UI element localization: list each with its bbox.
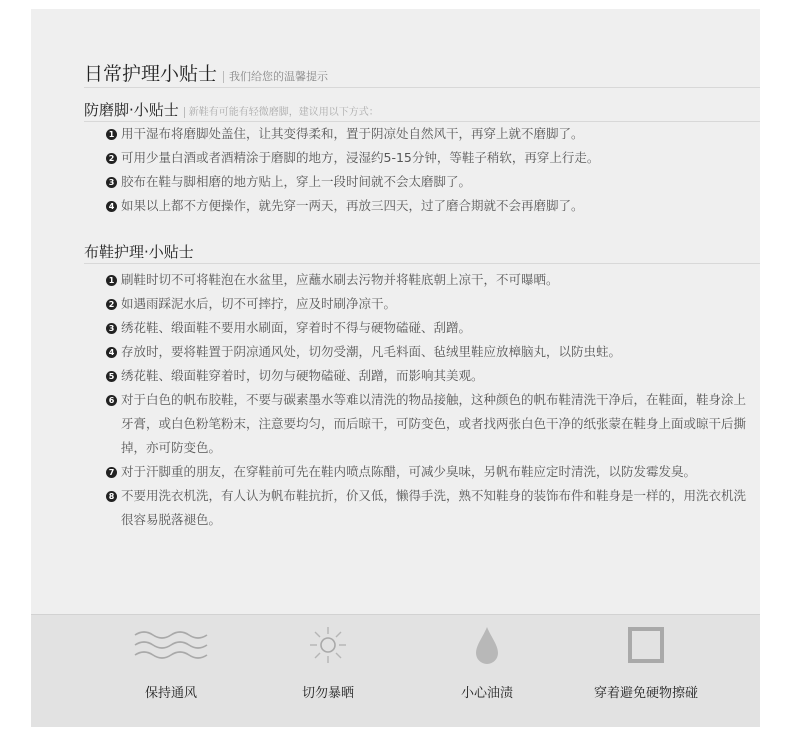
number-badge: 8 (106, 491, 117, 502)
tip-text: 对于汗脚重的朋友，在穿鞋前可先在鞋内喷点陈醋，可减少臭味，另帆布鞋应定时清洗，以防发霉发臭。 (121, 464, 697, 479)
number-badge: 5 (106, 371, 117, 382)
list-item (106, 122, 746, 146)
footer-item-ventilation (81, 615, 261, 727)
footer-label-oil-stain: 小心油渍 (460, 686, 513, 701)
number-badge: 1 (106, 129, 117, 140)
section-title-canvas: 布鞋护理·小贴士 (84, 243, 194, 261)
tip-text: 绣花鞋、缎面鞋穿着时，切勿与硬物磕碰、刮蹭，而影响其美观。 (121, 368, 484, 383)
tip-text: 如果以上都不方便操作，就先穿一两天，再放三四天，过了磨合期就不会再磨脚了。 (121, 198, 584, 213)
list-item (106, 146, 746, 170)
footer-label-ventilation: 保持通风 (144, 686, 197, 701)
care-tips-card (31, 9, 760, 726)
tip-text: 如遇雨踩泥水后，切不可摔拧，应及时刷净凉干。 (121, 296, 397, 311)
section-subtitle-antiblister: 新鞋有可能有轻微磨脚，建议用以下方式： (184, 107, 379, 118)
list-item (106, 388, 746, 460)
sun-icon (308, 625, 348, 669)
footer-label-avoid-hard: 穿着避免硬物擦碰 (593, 686, 698, 701)
page-title: 日常护理小贴士 (84, 63, 218, 85)
care-icons-footer (31, 614, 760, 727)
antiblister-list (106, 122, 746, 218)
list-item (106, 460, 746, 484)
footer-item-no-sun (238, 615, 418, 727)
number-badge: 7 (106, 467, 117, 478)
list-item (106, 170, 746, 194)
square-icon (626, 625, 666, 669)
list-item (106, 340, 746, 364)
tip-text: 绣花鞋、缎面鞋不要用水刷面，穿着时不得与硬物磕碰、刮蹭。 (121, 320, 472, 335)
list-item (106, 292, 746, 316)
tip-text: 用干湿布将磨脚处盖住，让其变得柔和，置于阴凉处自然风干，再穿上就不磨脚了。 (121, 126, 584, 141)
footer-item-avoid-hard (556, 615, 736, 727)
section-title-row-canvas (84, 241, 194, 262)
number-badge: 2 (106, 153, 117, 164)
number-badge: 2 (106, 299, 117, 310)
tip-text: 对于白色的帆布胶鞋，不要与碳素墨水等难以清洗的物品接触，这种颜色的帆布鞋清洗干净后，在鞋面，鞋身涂上牙膏，或白色粉笔粉末，注意要均匀，而后晾干，可防变色，或者找两张白色干净的纸张蒙在鞋身上面或晾干后撕掉，亦可防变色。 (121, 392, 747, 455)
number-badge: 4 (106, 347, 117, 358)
canvas-care-list (106, 268, 746, 532)
number-badge: 4 (106, 201, 117, 212)
footer-item-oil-stain (397, 615, 577, 727)
list-item (106, 194, 746, 218)
list-item (106, 268, 746, 292)
tip-text: 不要用洗衣机洗，有人认为帆布鞋抗折，价又低，懒得手洗，熟不知鞋身的装饰布件和鞋身是一样的，用洗衣机洗很容易脱落褪色。 (121, 488, 747, 527)
page-subtitle: 我们给您的温馨提示 (223, 71, 328, 83)
main-title-row (84, 59, 328, 86)
drop-icon (472, 625, 502, 671)
section-divider-canvas (84, 263, 760, 264)
tip-text: 刷鞋时切不可将鞋泡在水盆里，应蘸水刷去污物并将鞋底朝上凉干，不可曝晒。 (121, 272, 559, 287)
tip-text: 胶布在鞋与脚相磨的地方贴上，穿上一段时间就不会太磨脚了。 (121, 174, 472, 189)
section-title-row-antiblister (84, 99, 379, 120)
title-divider (84, 87, 760, 88)
number-badge: 3 (106, 177, 117, 188)
section-title-antiblister: 防磨脚·小贴士 (84, 101, 179, 119)
list-item (106, 484, 746, 532)
list-item (106, 316, 746, 340)
footer-label-no-sun: 切勿暴晒 (301, 686, 354, 701)
number-badge: 3 (106, 323, 117, 334)
number-badge: 6 (106, 395, 117, 406)
list-item (106, 364, 746, 388)
tip-text: 存放时，要将鞋置于阴凉通风处，切勿受潮，凡毛料面、毡绒里鞋应放樟脑丸，以防虫蛀。 (121, 344, 622, 359)
tip-text: 可用少量白酒或者酒精涂于磨脚的地方，浸湿约5-15分钟，等鞋子稍软，再穿上行走。 (121, 150, 600, 165)
wind-icon (133, 625, 209, 669)
number-badge: 1 (106, 275, 117, 286)
